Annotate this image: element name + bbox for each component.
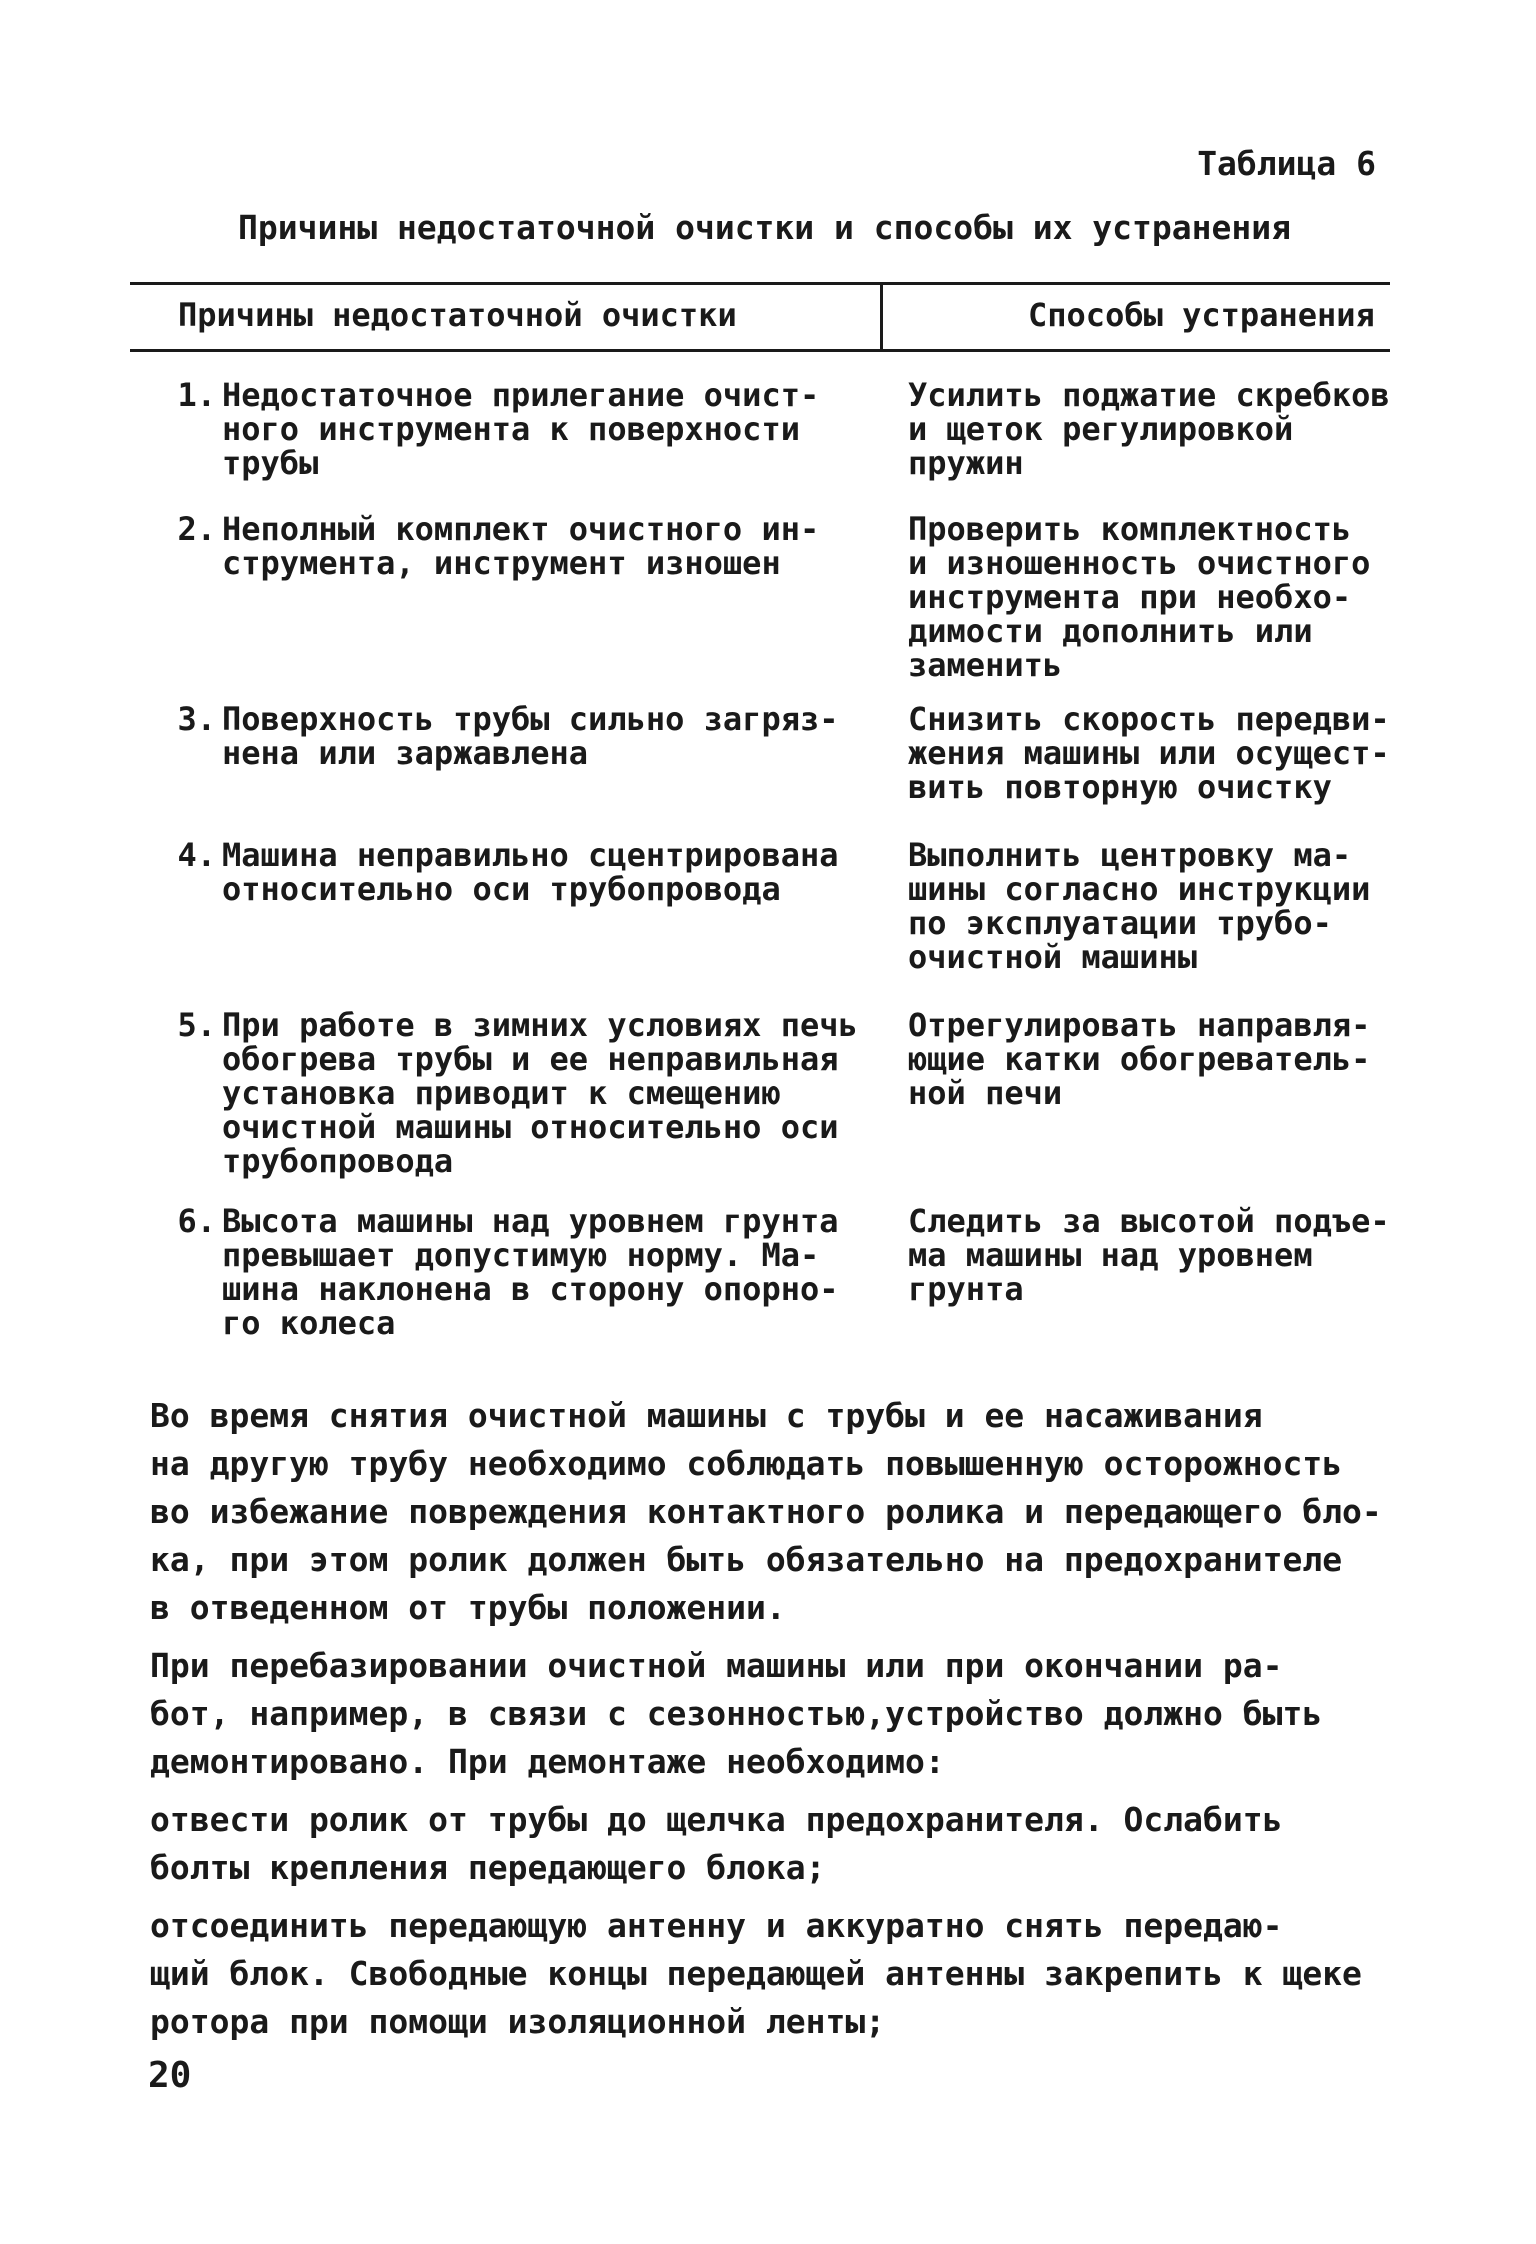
row-cause: Недостаточное прилегание очист- ного инструмента к поверхности трубы [222,376,820,482]
table-header-rule [130,349,1390,352]
row-cause: При работе в зимних условиях печь обогрева трубы и ее неправильная установка приводит к смещению очистной машины относительно оси трубопровода [222,1006,858,1180]
row-number: 6. [177,1202,216,1240]
row-fix: Следить за высотой подъе- ма машины над уровнем грунта [908,1202,1390,1308]
row-number: 5. [177,1006,216,1044]
row-fix: Усилить поджатие скребков и щеток регулировкой пружин [908,376,1390,482]
row-cause: Высота машины над уровнем грунта превышает допустимую норму. Ма- шина наклонена в сторону опорно- го колеса [222,1202,839,1342]
row-cause: Неполный комплект очистного ин- струмента, инструмент изношен [222,510,820,582]
row-cause: Поверхность трубы сильно загряз- нена или заржавлена [222,700,839,772]
paragraph: отсоединить передающую антенну и аккуратно снять передаю- щий блок. Свободные концы передающей антенны закрепить к щеке ротора при помощи изоляционной ленты; [150,1906,1362,2041]
table-header-fix: Способы устранения [1028,296,1375,334]
table-label: Таблица 6 [1197,144,1376,183]
table-column-divider [880,284,883,352]
row-fix: Проверить комплектность и изношенность очистного инструмента при необхо- димости дополнить или заменить [908,510,1371,684]
paragraph: отвести ролик от трубы до щелчка предохранителя. Ослабить болты крепления передающего блока; [150,1800,1283,1887]
row-fix: Выполнить центровку ма- шины согласно инструкции по эксплуатации трубо- очистной машины [908,836,1371,976]
row-number: 1. [177,376,216,414]
body-text [150,1392,1410,2056]
page-number: 20 [148,2055,192,2096]
row-number: 4. [177,836,216,874]
row-number: 2. [177,510,216,548]
paragraph: При перебазировании очистной машины или при окончании ра- бот, например, в связи с сезонностью,устройство должно быть демонтировано. При демонтаже необходимо: [150,1646,1323,1781]
table-header-cause: Причины недостаточной очистки [178,296,737,334]
table-top-rule [130,282,1390,285]
row-number: 3. [177,700,216,738]
row-fix: Отрегулировать направля- ющие катки обогреватель- ной печи [908,1006,1371,1112]
table-title: Причины недостаточной очистки и способы их устранения [238,208,1291,247]
paragraph: Во время снятия очистной машины с трубы и ее насаживания на другую трубу необходимо соблюдать повышенную осторожность во избежание повреждения контактного ролика и передающего бло- ка, при этом ролик должен быть обязательно на предохранителе в отведенном от трубы положении. [150,1396,1382,1627]
row-cause: Машина неправильно сцентрирована относительно оси трубопровода [222,836,839,908]
row-fix: Снизить скорость передви- жения машины или осущест- вить повторную очистку [908,700,1390,806]
